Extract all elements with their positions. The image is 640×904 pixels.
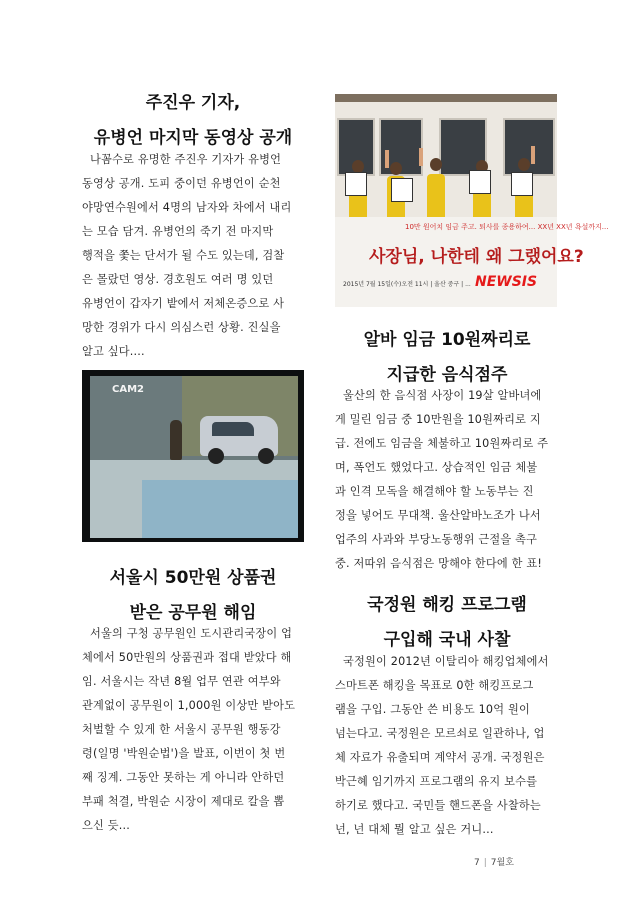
footer-separator: | xyxy=(483,858,487,868)
title-line: 유병언 마지막 동영상 공개 xyxy=(93,128,293,148)
title-line: 알바 임금 10원짜리로 xyxy=(363,330,531,350)
body-line: 째 징계. 그동안 못하는 게 아니라 안하던 xyxy=(82,771,285,784)
body-line: 는 모습 담겨. 유병언의 죽기 전 마지막 xyxy=(82,225,274,238)
protester xyxy=(427,174,445,218)
body-line: 임. 서울시는 작년 8월 업무 연관 여부와 xyxy=(82,675,281,688)
banner-date: 2015년 7월 15일(수)오전 11시 | 울산 중구 | ... xyxy=(343,281,471,288)
placard xyxy=(391,178,413,202)
raised-fist xyxy=(385,150,389,168)
camera-label: CAM2 xyxy=(112,384,144,395)
body-line: 체에서 50만원의 상품권과 접대 받았다 해 xyxy=(82,651,292,664)
protest-photo xyxy=(335,94,609,307)
body-line: 램을 구입. 그동안 쓴 비용도 10억 원이 xyxy=(335,703,531,716)
car-wheel xyxy=(258,448,274,464)
protester-head xyxy=(390,162,402,175)
banner-headline: 사장님, 나한테 왜 그랬어요? xyxy=(369,247,584,267)
title-line: 국정원 해킹 프로그램 xyxy=(367,595,527,615)
cctv-photo xyxy=(82,370,304,542)
body-line: 하기로 했다고. 국민들 핸드폰을 사찰하는 xyxy=(335,799,541,812)
page-number: 7 xyxy=(474,858,480,868)
title-line: 받은 공무원 해임 xyxy=(129,603,257,623)
body-line: 스마트폰 해킹을 목표로 0한 해킹프로그 xyxy=(335,679,534,692)
issue-label: 7월호 xyxy=(490,858,514,868)
title-line: 서울시 50만원 상품권 xyxy=(109,568,277,588)
person-figure xyxy=(170,420,182,460)
body-line: 으신 듯... xyxy=(82,819,131,832)
body-line: 게 밀린 임금 중 10만원을 10원짜리로 지 xyxy=(335,413,541,426)
newsis-watermark: NEWSIS xyxy=(475,274,538,290)
body-line: 망한 경위가 다시 의심스런 상황. 진실을 xyxy=(82,321,281,334)
tiled-ground xyxy=(142,480,298,538)
body-line: 부패 척결, 박원순 시장이 제대로 칼을 뽑 xyxy=(82,795,285,808)
raised-fist xyxy=(531,146,535,164)
body-line: 국정원이 2012년 이탈리아 해킹업체에서 xyxy=(343,655,549,668)
body-line: 유병언이 갑자기 밭에서 저체온증으로 사 xyxy=(82,297,285,310)
body-line: 넌, 넌 대체 뭘 알고 싶은 거니... xyxy=(335,823,494,836)
body-line: 행적을 쫓는 단서가 될 수도 있는데, 검찰 xyxy=(82,249,285,262)
article-title-seoul-official xyxy=(82,561,304,631)
body-line: 업주의 사과와 부당노동행위 근절을 촉구 xyxy=(335,533,538,546)
body-line: 울산의 한 음식점 사장이 19살 알바녀에 xyxy=(343,389,542,402)
body-line: 급. 전에도 임금을 체불하고 10원짜리로 주 xyxy=(335,437,549,450)
placard xyxy=(511,172,533,196)
banner-subtext: 10만 원어치 임금 주고. 퇴사를 종용하여... XX년 XX년 욕설까지... xyxy=(405,223,609,231)
body-line: 은 몰랐던 영상. 경호원도 여러 명 있던 xyxy=(82,273,274,286)
placard xyxy=(345,172,367,196)
body-line: 며, 폭언도 했었다고. 상습적인 임금 체불 xyxy=(335,461,538,474)
body-line: 야망연수원에서 4명의 남자와 차에서 내리 xyxy=(82,201,292,214)
page-footer xyxy=(474,855,514,868)
title-line: 구입해 국내 사찰 xyxy=(383,630,511,650)
article-body-part-time-wage xyxy=(335,384,559,576)
raised-fist xyxy=(419,148,423,166)
article-title-nis-hacking xyxy=(335,588,559,658)
title-line: 지급한 음식점주 xyxy=(386,365,508,385)
body-line: 알고 싶다.... xyxy=(82,345,145,358)
protester-head xyxy=(518,158,530,171)
article-body-nis-hacking xyxy=(335,650,559,842)
body-line: 중. 저따위 음식점은 망해야 한다에 한 표! xyxy=(335,557,543,570)
body-line: 령(일명 '박원순법')을 발표, 이번이 첫 번 xyxy=(82,747,286,760)
placard xyxy=(469,170,491,194)
car-wheel xyxy=(208,448,224,464)
article-body-joo-jin-woo xyxy=(82,148,306,364)
body-line: 관계없이 공무원이 1,000원 이상만 받아도 xyxy=(82,699,296,712)
body-line: 동영상 공개. 도피 중이던 유병언이 순천 xyxy=(82,177,281,190)
body-line: 나꼼수로 유명한 주진우 기자가 유병언 xyxy=(90,153,282,166)
protester-head xyxy=(430,158,442,171)
car-window xyxy=(212,422,254,436)
article-title-part-time-wage xyxy=(335,323,559,393)
body-line: 박근혜 임기까지 프로그램의 유지 보수를 xyxy=(335,775,538,788)
roof xyxy=(335,94,557,102)
body-line: 체 자료가 유출되며 계약서 공개. 국정원은 xyxy=(335,751,545,764)
article-title-joo-jin-woo xyxy=(82,86,304,156)
body-line: 서울의 구청 공무원인 도시관리국장이 업 xyxy=(90,627,293,640)
body-line: 정을 넣어도 무대책. 울산알바노조가 나서 xyxy=(335,509,541,522)
title-line: 주진우 기자, xyxy=(145,93,241,113)
body-line: 넘는다고. 국정원은 모르쇠로 일관하나, 업 xyxy=(335,727,545,740)
body-line: 처벌할 수 있게 한 서울시 공무원 행동강 xyxy=(82,723,281,736)
body-line: 과 인격 모독을 해결해야 할 노동부는 진 xyxy=(335,485,534,498)
article-body-seoul-official xyxy=(82,622,306,838)
